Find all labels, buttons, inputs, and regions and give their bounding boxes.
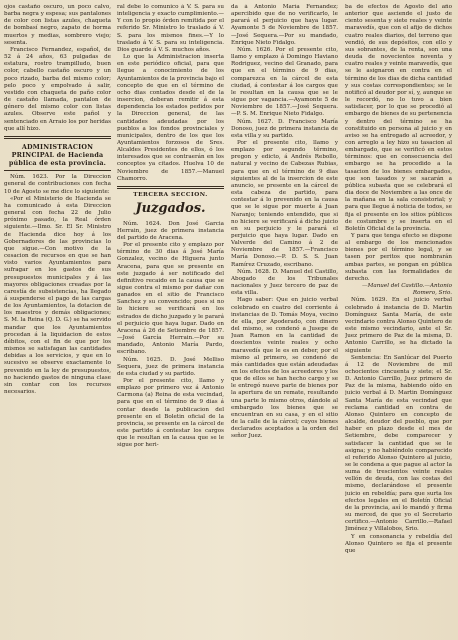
notice-1623: Núm. 1623. Por la Direccion general de contribuciones con fecha 10 de Agosto se me dice lo siguiente:	[4, 174, 111, 195]
section-heading: ADMINISTRACION PRINCIPAL de Hacienda pública de esta provincia.	[8, 143, 107, 168]
column-4	[345, 4, 452, 638]
paragraph: Y para que tenga efecto se dispone al embargo de los mencionados bienes por el término legal, y se tasen por peritos que nombrarán ambas partes, se pongan en pública subasta con las formalidades de derecho.	[345, 233, 452, 282]
paragraph: ral debe lo comunico á V. S. para su inteligencia y exacto cumplimiento.—Y con lo propio órden remitida por el referido Sr. Ministro lo traslado á V. S. para los mismos fines.—Y lo traslado á V. S. para su inteligencia. Dios guarde á V. S. muchos años.	[117, 4, 224, 53]
column-3	[231, 4, 338, 638]
paragraph: Y en consonancia y rebeldía del Alonso Quintero se fija el presente que	[345, 533, 452, 554]
column-2	[117, 4, 224, 638]
paragraph: Por el presente cito, llamo y emplazo por primero vez á Antonio Carmona (a) Reina de esta vecindad, para que en el término de 9 dias á contar desde la publicacion del presente en el Boletin oficial de la provincia, se presente en la cárcel de este partido á contestar los cargos que le resultan en la causa que se le sigue por heri-	[117, 378, 224, 449]
paragraph: da á Antonio María Fernandez; apercibido que de no verificarlo, le parará el perjuicio que haya lugar. Ayamonte 5 de Noviembre de 1857.—José Sequera.—Por su mandado, Enrique Nieto Fidalgo.	[231, 4, 338, 46]
paragraph: ojos castaño oscuro, un poco calvo, barba negra y espesa; sus pantalones de color con listas azules, chaqueta de bombasí negro, zapato de horma muertos y medias, sombrero viejo; sesenta.	[4, 4, 111, 46]
paragraph: Por el presente cito y emplazo por término de 30 dias á José María Gonzalez, vecino de Higuera junto Aracena, para que se presente en este juzgado á ser notificado del definitivo recaido en la causa que se sigue contra el mismo por dañar con ganados en el sitio de Francisco Sanchez y su convencido; pues si no lo hiciere se verificará en los estrados de dicho juzgado y le parará el perjuicio que haya lugar. Dado en Aracena á 26 de Setiembre de 1857.—José García Herrain.—Por su mandado, Antonio María Pardo, escribano.	[117, 242, 224, 356]
paragraph: «Por el Ministerio de Hacienda se ha comunicado á esta Direccion general con fecha 22 de Julio próximo pasado, la Real órden siguiente.—Ilmo. Sr. El Sr. Ministro de Hacienda dice hoy á los Gobernadores de las provincias lo que sigue.—Con motivo de la cesacion de recursos en que se han visto varios Ayuntamientos para sufragar en los gastos de sus presupuestos municipales y á las mayores obligaciones creadas por la carestía de subsistencias, ha llegado á suspenderse el pago de las cargas de los Ayuntamientos, la dotacion de los maestros y demás obligaciones; S. M. la Reina (Q. D. G.) se ha servido mandar que los Ayuntamientos procedan á la liquidacion de estos débitos, con el fin de que por los mismos se satisfagan las cantidades debidas a los servicios, y que en lo sucesivo se observe exactamente lo prevenido en la ley de presupuestos, no haciendo gastos de ninguna clase sin contar con los recursos necesarios.	[4, 195, 111, 395]
divider	[4, 170, 111, 171]
column-1	[4, 4, 111, 638]
notice-1626: Núm. 1626. Por el presente cito, llamo y emplazo á Domingo Haviano Rodriguez, vecino del Granado, para que en el término de 9 dias, comparezca en la cárcel de esta ciudad, á contestar á los cargos que le resultan en la causa que se le sigue por vagancia.—Ayamonte 5 de Noviembre de 1857.—José Sequera.—P. S. M. Enrique Nieto Fidalgo.	[231, 46, 338, 118]
paragraph: Por el presente cito, llamo y emplazo por segundo término, pregon y edicto, á Andrés Rebollo, natural y vecino de Cabezas Rubias, para que en el término de 9 dias siguientes al de la insercion de este anuncio, se presente en la cárcel de esta cabeza de partido, para contestar á lo prevenido en la causa que se le sigue por muerte á Juan Naranjo; teniendo entendido, que si no hiciere se verificará á dicho juicio en su perjuicio y le parará el perjuicio que haya lugar. Dado en Valverde del Camino á 2 de Noviembre de 1857.—Francisco María Donoso.—P. D. S. S. Juan Ramírez Cruzado, escribano.	[231, 139, 338, 268]
notice-1628: Núm. 1628. D. Manuel del Castillo, Abogado de los Tribunales nacionales y Juez tercero de paz de esta villa.	[231, 268, 338, 297]
notice-1625: Núm. 1625. D. José Melliso Sequera, juez de primera instancia de esta ciudad y su partido.	[117, 356, 224, 377]
notice-1629: Núm. 1629. En el juicio verbal celebrado á instancia de D. Martin Domínguez Santa María, de este vecindario contra Alonso Quintero de este mismo vecindario, ante el Sr. Juez primero de Paz de la misma, D. Antonio Carrillo, se ha dictado la siguiente	[345, 297, 452, 354]
notice-1624: Núm. 1624. Don José Garcia Herrain, juez de primera instancia del partido de Aracena.	[117, 220, 224, 241]
paragraph: Lo que la Administracion inserta en este periódico oficial, para que llegue a conocimiento de los Ayuntamientos de la provincia bajo el concepto de que en el término de ocho dias contados desde el de la insercion, deberan remitir á esta dependencia los estados pedidos por la Direccion general, de las cantidades adeudadas por los pueblos a los fondos provinciales y municipales, dentro de los que los Ayuntamientos forzosos de Sres. Alcaldes Presidentes de ellos, ó los interesados que se contraerán en los conceptos ya citados. Huelva 10 de Noviembre de 1857.—Manuel Chamorro.	[117, 54, 224, 182]
double-rule	[117, 186, 224, 190]
section-label: TERCERA SECCION.	[133, 192, 208, 199]
notice-1627: Núm. 1627. D. Francisco María Donoso, juez de primera instancia de esta villa y su partido.	[231, 118, 338, 139]
paragraph: Hago saber: Que en juicio verbal celebrado en cuatro del corriente á instancias de D. Tomás Moya, vecino de ella, por Apoderado, con dinero del mismo, se condenó a Jusepe de Juan Ramon en la cantidad de doscientos veinte reales y ocho maravedís que le es en deber, por el mismo al primero, se condenó de más cantidades que están adeudadas en los efectos de los acreedores y los que de ellos se han hecho cargo y se le entregó nueve parte de bienes por la apertura de un remate, resultando una parte lo mismo otros, dándole al embargado los bienes que se encuentran en su casa, y en el sitio de la calle de la cárcel; cuyos bienes declarados aceptados a la orden del señor Juez.	[231, 297, 338, 440]
double-rule	[4, 136, 111, 140]
signature: —Manuel del Castillo.—Antonio Romero, Srio.	[362, 283, 452, 297]
paragraph: Sentencia: En Sanlúcar del Puerto á 12 de Noviembre de mil ochocientos cincuenta y siete; el Sr. D. Antonio Carrillo, Juez primero de Paz de la misma, habiendo oído en juicio verbal á D. Martin Domínguez Santa María de esta vecindad que reclama cantidad en contra de Alonso Quintero en concepto de alcalde, deudor del pueblo, que por haber en plazo desde el mes de Setiembre, debe comparecer y satisfacer la cantidad que se le asigna; y no habiéndolo comparecido el referido Alonso Quintero al juicio, se le condena a que pague al actor la suma de trescientos veinte reales vellón de deuda, con las costas del mismo, declarándose el presente juicio en rebeldía; para que surta los efectos legales en el Boletín Oficial de la provincia, así lo mandó y firma su merced, de que yo el Secretario certifico.—Antonio Carrillo.—Rafael Jiménez y Villalobos, Srio.	[345, 354, 452, 533]
paragraph: Francisco Fernandez, español, de 52 á 24 años, 63 pulgadas de estatura, rostro trampilludo, buen color, cabello castaño oscuro y un poco rizado, barba del mismo color; pelo poco y empolvado á salir, vestido con chaqueta de paño color de castaño llamada, pantalon de género del mismo color con listas azules. Observe este pañol y sentenciado en Arraio los por heridas que allí hizo.	[4, 46, 111, 132]
paragraph: ba de efectos de Agosto del año anterior que asciende el justo de ciento sesenta y siete reales y veinte maravedís, que con el afijo de dichos cuatro reales diarios, del terreno que vendió, de sus depósitos, con ello y sus sobrantes, de la renta, son una deuda de novecientos noventa y cuatro reales y veinte maravedís, que se le asignaron en contra en el término de los dias de dicha cantidad y sus costas correspondientes; se le notificó al deudor por sí, y, aunque se le recordó, no lo tuvo a bien satisfacer, por lo que se procedió al embargo de bienes de su pertenencia y dentro del término se ha constituido en persona al juicio y en aviso se ha entregado al acreedor, y con arreglo a ley hizo su tasacion al embargado, que se verificó en estos términos: que en consecuencia del embargo se ha procedido a la tasacion de los bienes embargados, que son tasados y se sacarán a pública subasta que se celebrará el dia doce de Noviembre a las once de la mañana en la sala consistorial; y para que llegue á noticia de todos, se fija el presente en los sitios públicos de costumbre y se inserta en el Boletín Oficial de la provincia.	[345, 4, 452, 232]
section-title: Juzgados.	[135, 200, 206, 216]
